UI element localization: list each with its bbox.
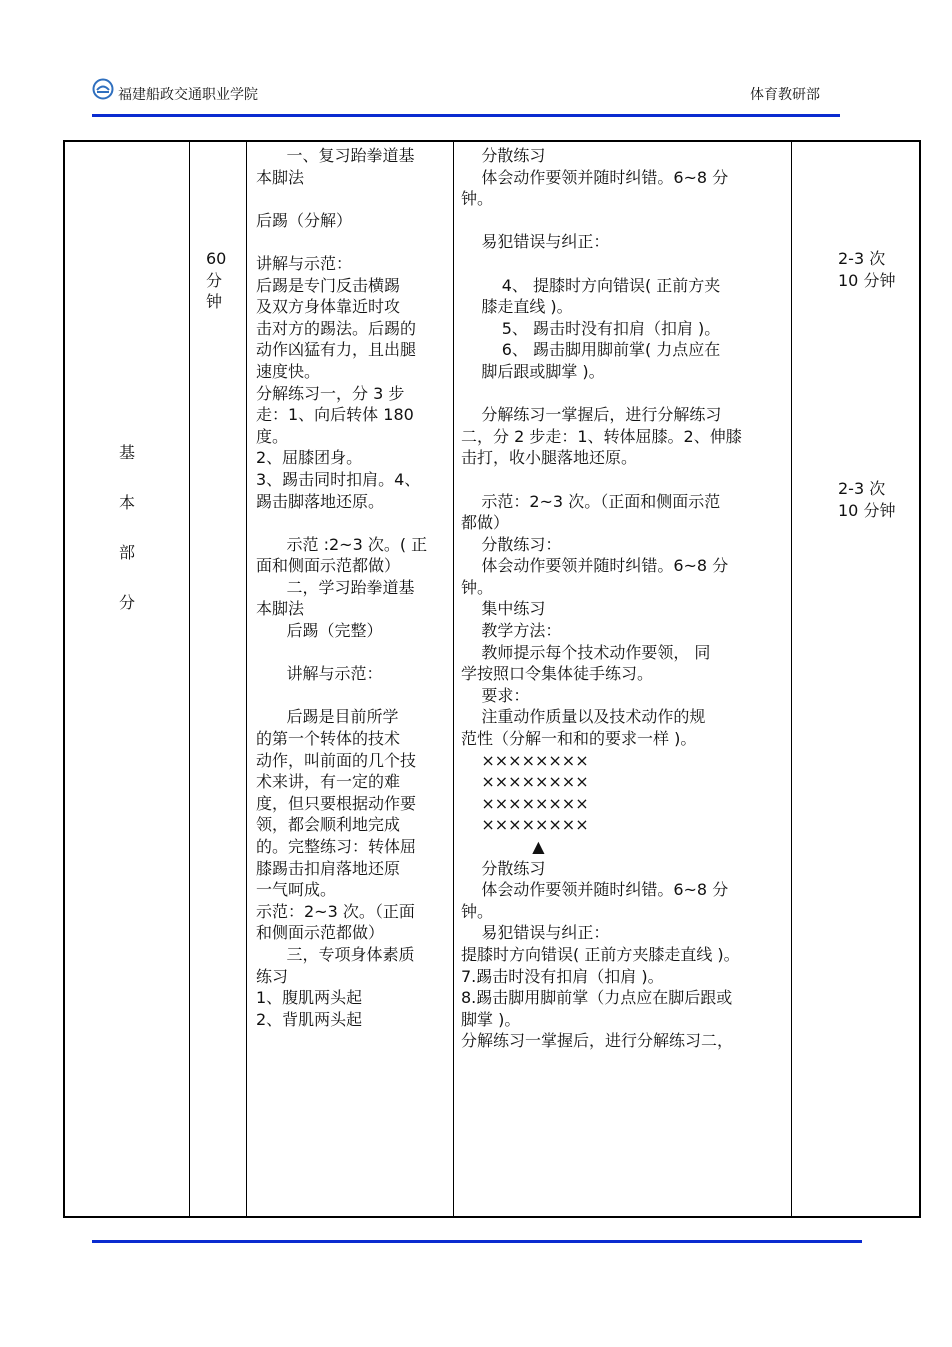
count-line: 10 分钟 xyxy=(838,500,896,520)
content-line: 和侧面示范都做） xyxy=(256,923,385,943)
count-cell-1 xyxy=(838,248,918,291)
duration-cell xyxy=(206,248,236,313)
content-line: 膝踢击扣肩落地还原 xyxy=(256,858,401,878)
content-line: 度。 xyxy=(256,426,289,446)
method-line xyxy=(461,383,789,405)
footer-rule xyxy=(92,1240,862,1243)
table-right-border xyxy=(919,140,921,1218)
table-col-divider-3 xyxy=(453,140,454,1218)
method-line: 分解练习一掌握后，进行分解练习二， xyxy=(461,1031,734,1051)
content-line: 后踢是专门反击横踢 xyxy=(256,275,401,295)
method-line: 脚后跟或脚掌 )。 xyxy=(461,361,605,381)
content-line: 1、腹肌两头起 xyxy=(256,988,363,1008)
content-line: 术来讲，有一定的难 xyxy=(256,772,401,792)
method-line: ×××××××× xyxy=(461,793,589,813)
department-name: 体育教研部 xyxy=(750,87,820,103)
content-line xyxy=(256,231,450,253)
method-line: 范性（分解一和和的要求一样 )。 xyxy=(461,729,697,749)
table-col-divider-1 xyxy=(189,140,190,1218)
content-line: 示范：2~3 次。（正面 xyxy=(256,901,415,921)
table-col-divider-2 xyxy=(246,140,247,1218)
method-line: 教师提示每个技术动作要领， 同 xyxy=(461,642,711,662)
count-cell-2 xyxy=(838,478,918,521)
method-line xyxy=(461,210,789,232)
content-line: 二，学习跆拳道基 xyxy=(256,577,415,597)
count-line: 2-3 次 xyxy=(838,249,886,268)
page-header xyxy=(92,78,840,118)
method-line: 分散练习 xyxy=(461,858,546,878)
method-line: 易犯错误与纠正： xyxy=(461,232,610,252)
method-line: 钟。 xyxy=(461,189,494,209)
method-line: 6、 踢击脚用脚前掌( 力点应在 xyxy=(461,340,721,360)
content-line: 踢击脚落地还原。 xyxy=(256,491,385,511)
section-label xyxy=(64,428,190,628)
content-line xyxy=(256,512,450,534)
method-line: 分解练习一掌握后，进行分解练习 xyxy=(461,405,722,425)
count-line: 10 分钟 xyxy=(838,270,896,290)
method-line: 注重动作质量以及技术动作的规 xyxy=(461,707,706,727)
method-line: 分散练习： xyxy=(461,534,562,554)
content-line: 领，都会顺利地完成 xyxy=(256,815,401,835)
content-line xyxy=(256,685,450,707)
method-line: 击打，收小腿落地还原。 xyxy=(461,448,638,468)
content-line: 三，专项身体素质 xyxy=(256,944,415,964)
method-line: 钟。 xyxy=(461,577,494,597)
method-line: ×××××××× xyxy=(461,750,589,770)
content-line: 后踢（完整） xyxy=(256,621,383,641)
content-line: 的第一个转体的技术 xyxy=(256,729,401,749)
content-line: 分解练习一，分 3 步 xyxy=(256,383,405,403)
content-line: 本脚法 xyxy=(256,599,305,619)
content-line xyxy=(256,642,450,664)
method-line: 要求： xyxy=(461,685,530,705)
method-line: 集中练习 xyxy=(461,599,546,619)
content-line xyxy=(256,188,450,210)
content-line: 速度快。 xyxy=(256,361,321,381)
content-line: 一气呵成。 xyxy=(256,880,337,900)
method-line: 提膝时方向错误( 正前方夹膝走直线 )。 xyxy=(461,944,740,964)
content-line: 后踢是目前所学 xyxy=(256,707,399,727)
method-line: 5、 踢击时没有扣肩（扣肩 )。 xyxy=(461,318,721,338)
method-line: 二，分 2 步走：1、转体屈膝。2、伸膝 xyxy=(461,426,742,446)
method-line: 7.踢击时没有扣肩（扣肩 )。 xyxy=(461,966,664,986)
method-line: 分散练习 xyxy=(461,146,546,165)
content-line: 示范 :2~3 次。( 正 xyxy=(256,534,428,554)
table-bottom-border xyxy=(63,1216,921,1218)
table-col-divider-4 xyxy=(791,140,792,1218)
school-name: 福建船政交通职业学院 xyxy=(118,87,258,103)
method-line: 体会动作要领并随时纠错。6~8 分 xyxy=(461,880,729,900)
section-char: 部 xyxy=(118,543,135,562)
table-left-border xyxy=(63,140,65,1218)
method-line xyxy=(461,253,789,275)
content-line: 度，但只要根据动作要 xyxy=(256,793,417,813)
content-line: 动作，叫前面的几个技 xyxy=(256,750,417,770)
header-rule xyxy=(92,114,840,117)
content-line: 面和侧面示范都做） xyxy=(256,556,401,576)
content-line: 讲解与示范： xyxy=(256,253,353,273)
method-line: 体会动作要领并随时纠错。6~8 分 xyxy=(461,167,729,187)
method-line: ×××××××× xyxy=(461,772,589,792)
school-logo-icon xyxy=(92,78,114,100)
content-line: 一、复习跆拳道基 xyxy=(256,146,415,165)
content-line: 走：1、向后转体 180 xyxy=(256,405,414,425)
method-cell xyxy=(461,145,789,1052)
duration-line: 钟 xyxy=(206,292,223,312)
method-line: 脚掌 )。 xyxy=(461,1009,521,1029)
method-line: 钟。 xyxy=(461,901,494,921)
content-line: 击对方的踢法。后踢的 xyxy=(256,318,417,338)
method-line: 教学方法： xyxy=(461,621,562,641)
method-line: 体会动作要领并随时纠错。6~8 分 xyxy=(461,556,729,576)
content-cell xyxy=(256,145,450,1030)
method-line: 膝走直线 )。 xyxy=(461,297,573,317)
section-char: 分 xyxy=(118,593,135,612)
table-top-border xyxy=(63,140,921,142)
content-line: 3、踢击同时扣肩。4、 xyxy=(256,469,421,489)
method-line: 示范：2~3 次。（正面和侧面示范 xyxy=(461,491,721,511)
method-line: 8.踢击脚用脚前掌（力点应在脚后跟或 xyxy=(461,988,733,1008)
content-line: 2、屈膝团身。 xyxy=(256,448,363,468)
method-line: 都做） xyxy=(461,513,510,533)
content-line: 的。完整练习：转体屈 xyxy=(256,837,417,856)
method-line: ×××××××× xyxy=(461,815,589,835)
content-line: 本脚法 xyxy=(256,167,305,187)
method-line: ▲ xyxy=(461,837,545,856)
content-line: 及双方身体靠近时攻 xyxy=(256,297,401,317)
content-line: 后踢（分解） xyxy=(256,210,353,230)
content-line: 动作凶猛有力，且出腿 xyxy=(256,340,417,360)
count-line: 2-3 次 xyxy=(838,479,886,498)
duration-line: 分 xyxy=(206,270,223,290)
method-line: 4、 提膝时方向错误( 正前方夹 xyxy=(461,275,721,295)
content-line: 2、背肌两头起 xyxy=(256,1009,363,1029)
content-line: 练习 xyxy=(256,966,289,986)
section-char: 基 xyxy=(118,443,135,462)
method-line xyxy=(461,469,789,491)
content-line: 讲解与示范： xyxy=(256,664,383,684)
duration-line: 60 xyxy=(206,249,227,268)
method-line: 学按照口令集体徒手练习。 xyxy=(461,664,654,684)
section-char: 本 xyxy=(118,493,135,512)
method-line: 易犯错误与纠正： xyxy=(461,923,610,943)
